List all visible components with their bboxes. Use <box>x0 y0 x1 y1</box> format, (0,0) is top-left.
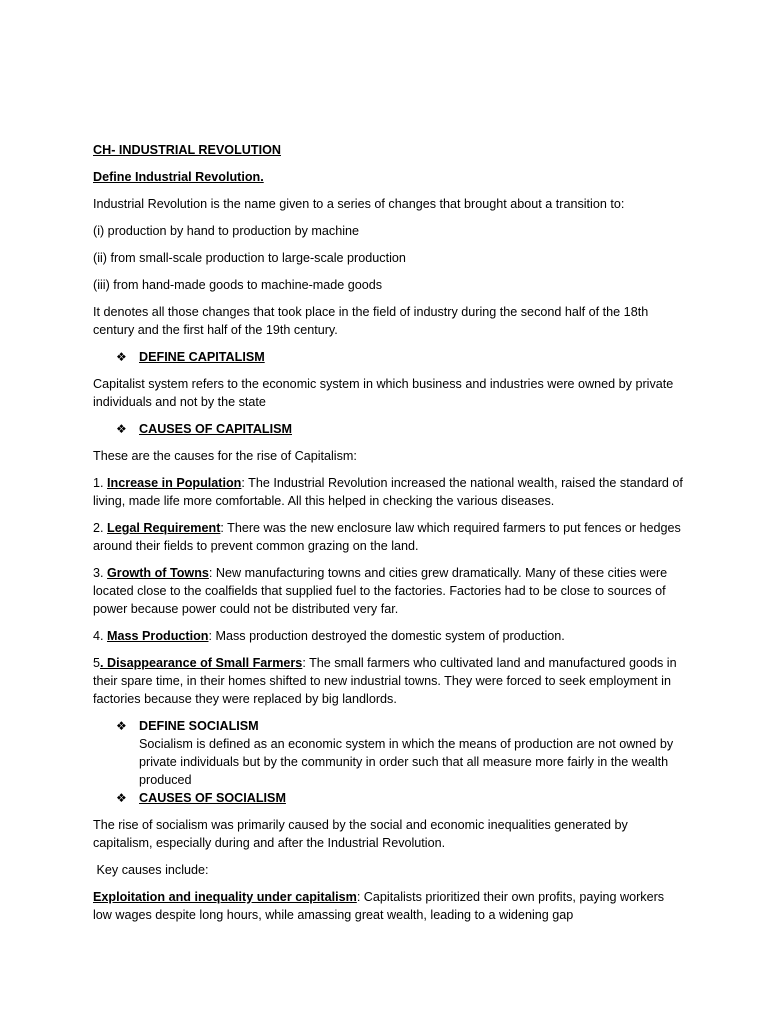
cause-number: 5 <box>93 656 101 670</box>
socialism-definition: Socialism is defined as an economic system in which the means of production are not owned by private individuals but by the community in order such that all measure more fairly in the wealth produced <box>139 737 674 787</box>
cause-title: Growth of Towns <box>107 566 209 580</box>
define-socialism-item <box>93 717 683 789</box>
causes-capitalism-intro: These are the causes for the rise of Capitalism: <box>93 449 357 463</box>
capitalism-cause-1 <box>93 474 683 510</box>
cause-title: Exploitation and inequality under capitalism <box>93 890 357 904</box>
cause-number: 2. <box>93 521 108 535</box>
cause-text: : Capitalists prioritized their own profits, paying workers low wages despite long hours, while amassing great wealth, leading to a widening gap <box>93 890 665 922</box>
exploitation-cause <box>93 888 683 924</box>
define-ir-heading: Define Industrial Revolution. <box>93 170 264 184</box>
diamond-bullet-icon: ❖ <box>116 350 127 364</box>
capitalism-definition: Capitalist system refers to the economic system in which business and industries were owned by private individuals and not by the state <box>93 377 674 409</box>
capitalism-cause-5 <box>93 654 683 708</box>
diamond-bullet-icon: ❖ <box>116 791 127 805</box>
key-causes-label: Key causes include: <box>93 863 209 877</box>
document-page <box>93 141 683 924</box>
ir-intro: Industrial Revolution is the name given to a series of changes that brought about a transition to: <box>93 197 625 211</box>
cause-title: Legal Requirement <box>107 521 221 535</box>
cause-number: 1. <box>93 476 108 490</box>
ir-point-2: (ii) from small-scale production to large-scale production <box>93 251 406 265</box>
cause-title: Mass Production <box>107 629 209 643</box>
capitalism-cause-4 <box>93 627 683 645</box>
cause-text: : The Industrial Revolution increased the national wealth, raised the standard of living, made life more comfortable. All this helped in checking the various diseases. <box>93 476 683 508</box>
causes-capitalism-heading: CAUSES OF CAPITALISM <box>139 422 292 436</box>
cause-text: : The small farmers who cultivated land and manufactured goods in their spare time, in their homes shifted to new industrial towns. They were forced to seek employment in factories because they were replaced by big landlords. <box>93 656 677 706</box>
causes-socialism-heading: CAUSES OF SOCIALISM <box>139 791 286 805</box>
define-socialism-heading: DEFINE SOCIALISM <box>139 719 259 733</box>
ir-denotes: It denotes all those changes that took place in the field of industry during the second half of the 18th century and the first half of the 19th century. <box>93 305 649 337</box>
socialism-intro: The rise of socialism was primarily caused by the social and economic inequalities generated by capitalism, especially during and after the Industrial Revolution. <box>93 818 628 850</box>
define-capitalism-item <box>93 348 683 366</box>
capitalism-cause-3 <box>93 564 683 618</box>
ir-point-1: (i) production by hand to production by machine <box>93 224 360 238</box>
capitalism-cause-2 <box>93 519 683 555</box>
ir-point-3: (iii) from hand-made goods to machine-made goods <box>93 278 383 292</box>
cause-title: . Disappearance of Small Farmers <box>100 656 303 670</box>
cause-text: : There was the new enclosure law which required farmers to put fences or hedges around their fields to prevent common grazing on the land. <box>93 521 681 553</box>
causes-capitalism-item <box>93 420 683 438</box>
diamond-bullet-icon: ❖ <box>116 422 127 436</box>
cause-number: 3. <box>93 566 108 580</box>
cause-number: 4. <box>93 629 108 643</box>
define-capitalism-heading: DEFINE CAPITALISM <box>139 350 265 364</box>
chapter-title: CH- INDUSTRIAL REVOLUTION <box>93 143 281 157</box>
cause-text: : New manufacturing towns and cities grew dramatically. Many of these cities were located close to the coalfields that supplied fuel to the factories. Factories had to be close to sources of power because power could not be distributed very far. <box>93 566 668 616</box>
diamond-bullet-icon: ❖ <box>116 719 127 733</box>
cause-text: : Mass production destroyed the domestic system of production. <box>208 629 565 643</box>
causes-socialism-item <box>93 789 683 807</box>
cause-title: Increase in Population <box>107 476 242 490</box>
